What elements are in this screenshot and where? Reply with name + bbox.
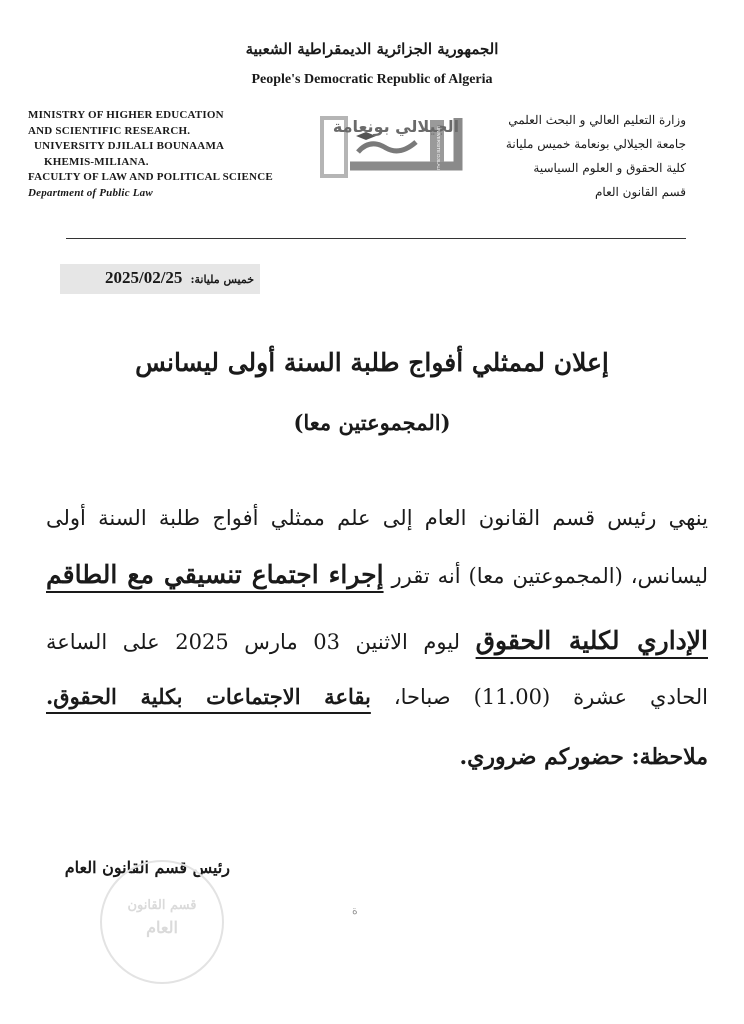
faculty-line-ar: كلية الحقوق و العلوم السياسية [533, 161, 686, 175]
university-line: UNIVERSITY DJILALI BOUNAAMA [34, 140, 225, 152]
republic-title-en: People's Democratic Republic of Algeria [251, 72, 493, 87]
date-value: 2025/02/25 [104, 268, 183, 287]
date-line [66, 268, 254, 288]
meeting-highlight-1: إجراء اجتماع تنسيقي مع الطاقم [46, 560, 384, 589]
header-divider [66, 238, 686, 239]
ministry-line-1: MINISTRY OF HIGHER EDUCATION [28, 109, 224, 121]
signer-title: رئيس قسم القانون العام [64, 858, 230, 877]
ministry-line-2: AND SCIENTIFIC RESEARCH. [28, 124, 191, 137]
body-text-3b: ليوم الاثنين 03 مارس 2025 على الساعة [46, 630, 476, 654]
meeting-highlight-2: الإداري لكلية الحقوق [475, 626, 708, 655]
department-line-ar: قسم القانون العام [595, 185, 686, 199]
date-label: خميس مليانة: [190, 273, 254, 286]
body-text-2a: ليسانس، (المجموعتين معا) أنه تقرر [383, 564, 708, 588]
faculty-line: FACULTY OF LAW AND POLITICAL SCIENCE [28, 171, 273, 183]
body-line-3 [46, 626, 708, 655]
university-line-ar: جامعة الجيلالي بونعامة خميس مليانة [505, 137, 686, 151]
logo-wordmark-ar: الجيلالي بونعامة [332, 117, 460, 136]
announcement-title: إعلان لممثلي أفواج طلبة السنة أولى ليسانس [135, 348, 609, 377]
republic-title-ar: الجمهورية الجزائرية الديمقراطية الشعبية [245, 40, 499, 58]
faded-stamp [100, 860, 224, 984]
department-line: Department of Public Law [28, 186, 153, 199]
stamp-line-1: قسم القانون [127, 898, 197, 913]
body-line-4 [46, 684, 708, 709]
attendance-note: ملاحظة: حضوركم ضروري. [459, 744, 708, 770]
body-line-1 [46, 506, 708, 530]
stamp-line-2: العام [146, 918, 178, 937]
body-text-1: ينهي رئيس قسم القانون العام إلى علم ممثلي أفواج طلبة السنة أولى [46, 506, 708, 530]
institution-block-ar [446, 108, 686, 204]
announcement-subtitle: (المجموعتين معا) [293, 410, 451, 435]
institution-block-en [28, 108, 318, 201]
ministry-line-ar: وزارة التعليم العالي و البحث العلمي [508, 113, 686, 127]
body-text-4a: الحادي عشرة (11.00) صباحا، [370, 685, 708, 709]
logo-wordmark-en: UNIVERSITE DJILALI BOUNAAMA [436, 126, 441, 186]
meeting-location: بقاعة الاجتماعات بكلية الحقوق. [46, 684, 371, 709]
city-line: KHEMIS-MILIANA. [44, 155, 149, 168]
body-line-2 [46, 560, 708, 589]
stray-mark: ة [352, 904, 358, 917]
